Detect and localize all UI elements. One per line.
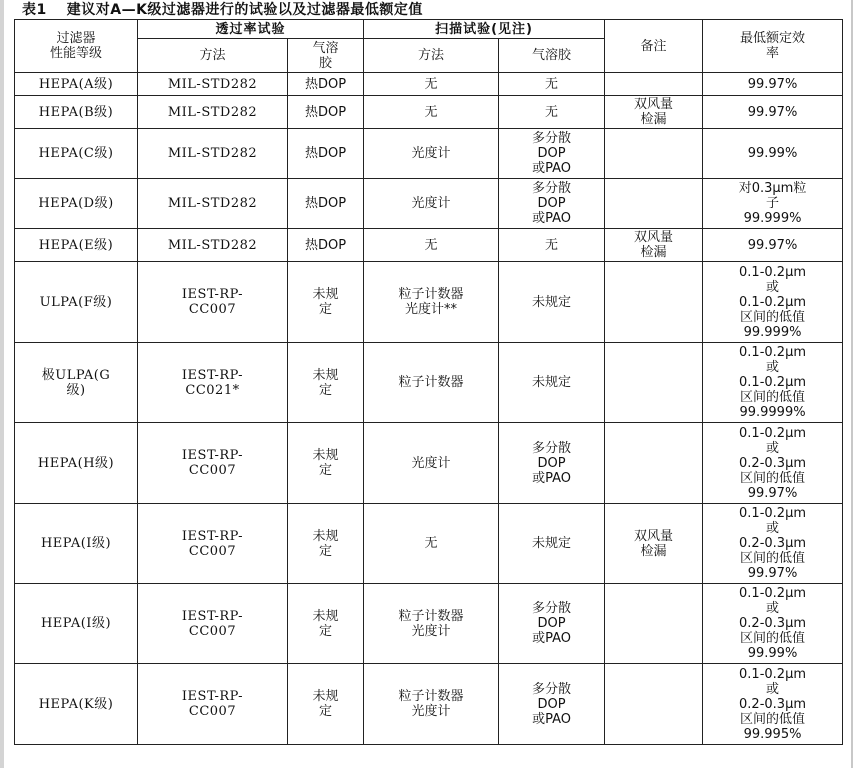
- cell-min-efficiency: [703, 664, 843, 745]
- table-row: [15, 664, 843, 745]
- cell-penetration-method-line: CC007: [188, 704, 237, 719]
- cell-scan-method: [364, 584, 499, 664]
- cell-penetration-method-line: CC007: [188, 302, 237, 317]
- cell-scan-method-line: 粒子计数器: [398, 608, 464, 624]
- cell-min-efficiency-line: 区间的低值: [740, 309, 806, 325]
- cell-penetration-method: [138, 179, 288, 229]
- cell-scan-aerosol-line: 多分散: [532, 440, 572, 456]
- cell-remarks: [605, 179, 703, 229]
- cell-min-efficiency-line: 99.97%: [747, 237, 798, 253]
- cell-grade-line: ULPA(F级): [39, 294, 113, 310]
- table-row: [15, 129, 843, 179]
- cell-scan-method-line: 光度计**: [405, 302, 458, 317]
- cell-penetration-method: [138, 262, 288, 343]
- header-grade-line: 过滤器: [56, 31, 96, 46]
- cell-min-efficiency-line: 区间的低值: [740, 390, 806, 405]
- cell-penetration-method: [138, 129, 288, 179]
- page-edge-right: [851, 0, 853, 768]
- cell-grade: [15, 343, 138, 423]
- cell-penetration-method-line: IEST-RP-: [181, 287, 244, 302]
- cell-scan-aerosol: [499, 423, 605, 504]
- cell-min-efficiency-line: 子: [766, 196, 780, 211]
- cell-penetration-aerosol: [288, 73, 364, 96]
- cell-min-efficiency: [703, 229, 843, 262]
- cell-remarks-line: 双风量: [634, 528, 674, 544]
- cell-scan-method-line: 粒子计数器: [398, 375, 464, 390]
- cell-scan-aerosol-line: 或PAO: [532, 211, 571, 226]
- cell-penetration-method: [138, 423, 288, 504]
- cell-penetration-aerosol-line: 热DOP: [304, 237, 347, 253]
- cell-penetration-aerosol-line: 定: [319, 463, 333, 478]
- cell-penetration-aerosol-line: 未规: [312, 528, 339, 544]
- cell-penetration-method-line: IEST-RP-: [181, 448, 244, 463]
- cell-scan-aerosol-line: 多分散: [532, 681, 572, 697]
- cell-grade: [15, 664, 138, 745]
- cell-remarks-line: 检漏: [640, 112, 667, 127]
- table-caption: [22, 1, 423, 19]
- cell-penetration-aerosol-line: 定: [319, 382, 333, 398]
- cell-min-efficiency-line: 区间的低值: [740, 470, 806, 486]
- cell-scan-method-line: 光度计: [411, 196, 451, 211]
- cell-scan-aerosol-line: 或PAO: [532, 470, 571, 486]
- cell-min-efficiency: [703, 262, 843, 343]
- cell-min-efficiency-line: 99.97%: [747, 76, 798, 92]
- table-number: 表1: [22, 2, 47, 18]
- cell-remarks: [605, 343, 703, 423]
- header-pen-aerosol-line: 气溶: [312, 40, 339, 56]
- table-row: [15, 96, 843, 129]
- cell-scan-method: [364, 179, 499, 229]
- cell-min-efficiency-line: 99.97%: [747, 104, 798, 120]
- cell-remarks: [605, 262, 703, 343]
- cell-scan-aerosol: [499, 343, 605, 423]
- cell-grade: [15, 73, 138, 96]
- cell-penetration-method: [138, 73, 288, 96]
- cell-remarks: [605, 129, 703, 179]
- cell-penetration-aerosol-line: 定: [319, 704, 333, 719]
- cell-min-efficiency: [703, 423, 843, 504]
- cell-min-efficiency-line: 0.1-0.2μm: [739, 666, 807, 682]
- cell-grade-line: HEPA(B级): [38, 104, 114, 120]
- cell-scan-method-line: 光度计: [411, 146, 451, 161]
- cell-min-efficiency-line: 或: [766, 521, 780, 536]
- cell-remarks-line: 双风量: [634, 97, 674, 112]
- cell-min-efficiency-line: 99.9999%: [739, 405, 806, 420]
- header-remarks: 备注: [605, 20, 703, 73]
- cell-penetration-method-line: IEST-RP-: [181, 367, 244, 383]
- cell-scan-aerosol: [499, 96, 605, 129]
- cell-min-efficiency: [703, 73, 843, 96]
- cell-scan-method: [364, 96, 499, 129]
- cell-min-efficiency: [703, 343, 843, 423]
- cell-penetration-aerosol: [288, 343, 364, 423]
- cell-remarks: [605, 73, 703, 96]
- cell-penetration-aerosol-line: 热DOP: [304, 196, 347, 211]
- cell-penetration-method-line: MIL-STD282: [167, 104, 258, 120]
- cell-grade-line: HEPA(K级): [38, 696, 114, 712]
- cell-scan-method: [364, 129, 499, 179]
- header-row-groups: [15, 20, 843, 39]
- cell-grade: [15, 129, 138, 179]
- cell-min-efficiency-line: 0.2-0.3μm: [739, 696, 807, 712]
- cell-penetration-aerosol-line: 定: [319, 623, 333, 639]
- cell-penetration-aerosol: [288, 229, 364, 262]
- cell-min-efficiency-line: 99.999%: [743, 324, 802, 340]
- cell-min-efficiency-line: 99.995%: [743, 726, 802, 742]
- cell-scan-aerosol-line: DOP: [537, 696, 566, 712]
- cell-scan-aerosol-line: 或PAO: [532, 161, 571, 176]
- cell-min-efficiency-line: 区间的低值: [740, 711, 806, 727]
- cell-grade: [15, 584, 138, 664]
- cell-grade-line: HEPA(C级): [38, 146, 114, 161]
- cell-penetration-aerosol-line: 未规: [312, 608, 339, 624]
- cell-min-efficiency-line: 0.1-0.2μm: [739, 506, 807, 521]
- cell-scan-aerosol: [499, 179, 605, 229]
- header-grade: [15, 20, 138, 73]
- table-row: [15, 584, 843, 664]
- cell-scan-method-line: 粒子计数器: [398, 689, 464, 704]
- cell-scan-aerosol-line: DOP: [537, 146, 566, 161]
- cell-penetration-method-line: IEST-RP-: [181, 689, 244, 704]
- cell-remarks: [605, 504, 703, 584]
- cell-scan-method: [364, 664, 499, 745]
- filter-test-table: [14, 19, 843, 745]
- cell-penetration-method-line: CC007: [188, 463, 237, 478]
- cell-min-efficiency-line: 或: [766, 681, 780, 697]
- cell-grade: [15, 96, 138, 129]
- cell-min-efficiency: [703, 504, 843, 584]
- header-min-efficiency-line: 率: [766, 46, 780, 61]
- cell-penetration-aerosol: [288, 584, 364, 664]
- table-row: [15, 423, 843, 504]
- cell-min-efficiency-line: 或: [766, 360, 780, 375]
- cell-scan-aerosol: [499, 504, 605, 584]
- cell-grade: [15, 229, 138, 262]
- cell-scan-method-line: 光度计: [411, 623, 451, 639]
- cell-scan-aerosol-line: 多分散: [532, 131, 572, 146]
- cell-penetration-aerosol-line: 定: [319, 543, 333, 559]
- cell-min-efficiency-line: 或: [766, 279, 780, 295]
- cell-penetration-method-line: CC007: [188, 543, 237, 559]
- table-row: [15, 229, 843, 262]
- cell-min-efficiency-line: 0.1-0.2μm: [739, 425, 807, 441]
- cell-penetration-aerosol: [288, 664, 364, 745]
- cell-scan-aerosol-line: DOP: [537, 455, 566, 471]
- cell-scan-method-line: 无: [424, 76, 438, 92]
- cell-scan-aerosol: [499, 584, 605, 664]
- cell-scan-aerosol-line: 未规定: [532, 536, 572, 551]
- cell-min-efficiency-line: 99.97%: [747, 485, 798, 501]
- table-row: [15, 343, 843, 423]
- cell-scan-aerosol: [499, 229, 605, 262]
- table-row: [15, 179, 843, 229]
- cell-scan-method: [364, 343, 499, 423]
- cell-min-efficiency-line: 0.2-0.3μm: [739, 455, 807, 471]
- cell-penetration-aerosol: [288, 179, 364, 229]
- cell-scan-method: [364, 229, 499, 262]
- cell-grade-line: HEPA(D级): [38, 196, 114, 211]
- cell-remarks-line: 双风量: [634, 230, 674, 245]
- table-row: [15, 73, 843, 96]
- cell-min-efficiency-line: 0.2-0.3μm: [739, 536, 807, 551]
- cell-min-efficiency-line: 对0.3μm粒: [738, 181, 807, 196]
- cell-min-efficiency-line: 区间的低值: [740, 551, 806, 566]
- cell-grade-line: HEPA(A级): [38, 76, 114, 92]
- cell-min-efficiency-line: 0.1-0.2μm: [739, 345, 807, 360]
- header-min-efficiency: [703, 20, 843, 73]
- cell-scan-aerosol-line: DOP: [537, 616, 566, 631]
- cell-min-efficiency-line: 或: [766, 440, 780, 456]
- cell-penetration-method: [138, 96, 288, 129]
- cell-penetration-method: [138, 584, 288, 664]
- cell-min-efficiency-line: 0.1-0.2μm: [739, 294, 807, 310]
- cell-penetration-aerosol: [288, 423, 364, 504]
- cell-min-efficiency-line: 0.1-0.2μm: [739, 264, 807, 280]
- cell-remarks: [605, 96, 703, 129]
- cell-scan-aerosol-line: DOP: [537, 196, 566, 211]
- page-edge-left: [0, 0, 4, 768]
- cell-remarks: [605, 664, 703, 745]
- header-scan-aerosol: 气溶胶: [499, 39, 605, 73]
- cell-scan-method-line: 光度计: [411, 704, 451, 719]
- cell-grade: [15, 262, 138, 343]
- cell-grade: [15, 504, 138, 584]
- cell-scan-aerosol-line: 多分散: [532, 601, 572, 616]
- cell-penetration-method: [138, 664, 288, 745]
- cell-penetration-aerosol: [288, 262, 364, 343]
- cell-penetration-aerosol: [288, 504, 364, 584]
- cell-min-efficiency: [703, 129, 843, 179]
- cell-scan-aerosol-line: 多分散: [532, 181, 572, 196]
- cell-penetration-method-line: CC007: [188, 623, 237, 639]
- header-min-efficiency-line: 最低额定效: [740, 31, 806, 46]
- cell-penetration-aerosol-line: 热DOP: [304, 76, 347, 92]
- cell-min-efficiency-line: 99.99%: [747, 646, 798, 661]
- cell-penetration-method-line: MIL-STD282: [167, 146, 258, 161]
- cell-penetration-aerosol: [288, 129, 364, 179]
- cell-min-efficiency-line: 0.1-0.2μm: [739, 375, 807, 390]
- cell-scan-aerosol-line: 无: [545, 237, 559, 253]
- cell-grade-line: 极ULPA(G: [41, 367, 111, 383]
- cell-remarks: [605, 423, 703, 504]
- cell-grade-line: HEPA(I级): [40, 536, 112, 551]
- cell-penetration-method: [138, 504, 288, 584]
- cell-min-efficiency-line: 99.97%: [747, 566, 798, 581]
- table-title: 建议对A—K级过滤器进行的试验以及过滤器最低额定值: [66, 2, 423, 18]
- header-penetration-group: 透过率试验: [138, 20, 364, 39]
- cell-scan-method-line: 无: [424, 104, 438, 120]
- cell-scan-method: [364, 504, 499, 584]
- cell-penetration-method: [138, 343, 288, 423]
- cell-penetration-method-line: MIL-STD282: [167, 237, 258, 253]
- cell-grade-line: HEPA(H级): [37, 455, 115, 471]
- header-pen-aerosol-line: 胶: [319, 55, 333, 71]
- cell-penetration-aerosol-line: 定: [319, 302, 333, 317]
- cell-scan-method-line: 粒子计数器: [398, 287, 464, 302]
- cell-penetration-aerosol-line: 热DOP: [304, 104, 347, 120]
- header-pen-method: 方法: [138, 39, 288, 73]
- cell-remarks: [605, 584, 703, 664]
- header-pen-aerosol: [288, 39, 364, 73]
- cell-penetration-method-line: IEST-RP-: [181, 608, 244, 624]
- cell-scan-aerosol: [499, 262, 605, 343]
- cell-scan-method-line: 无: [424, 237, 438, 253]
- cell-scan-method-line: 无: [424, 536, 438, 551]
- cell-penetration-method-line: MIL-STD282: [167, 76, 258, 92]
- cell-remarks-line: 检漏: [640, 245, 667, 260]
- cell-min-efficiency-line: 0.1-0.2μm: [739, 586, 807, 601]
- header-grade-line: 性能等级: [49, 46, 102, 61]
- cell-scan-method: [364, 262, 499, 343]
- cell-scan-aerosol: [499, 129, 605, 179]
- cell-scan-aerosol-line: 无: [545, 76, 559, 92]
- table-body: [15, 73, 843, 745]
- cell-scan-method-line: 光度计: [411, 455, 451, 471]
- cell-min-efficiency: [703, 584, 843, 664]
- cell-min-efficiency: [703, 96, 843, 129]
- cell-penetration-method-line: IEST-RP-: [181, 528, 244, 544]
- cell-grade-line: HEPA(E级): [38, 237, 114, 253]
- cell-min-efficiency-line: 99.999%: [743, 211, 802, 226]
- cell-min-efficiency-line: 99.99%: [747, 146, 798, 161]
- cell-remarks: [605, 229, 703, 262]
- cell-grade-line: 级): [66, 382, 86, 398]
- cell-scan-aerosol: [499, 664, 605, 745]
- cell-penetration-aerosol-line: 未规: [312, 367, 339, 383]
- cell-scan-aerosol-line: 或PAO: [532, 711, 571, 727]
- table-row: [15, 504, 843, 584]
- cell-penetration-aerosol-line: 未规: [312, 287, 339, 302]
- cell-min-efficiency-line: 0.2-0.3μm: [739, 616, 807, 631]
- cell-scan-aerosol-line: 无: [545, 104, 559, 120]
- cell-scan-aerosol-line: 未规定: [532, 294, 572, 310]
- cell-scan-method: [364, 73, 499, 96]
- table-row: [15, 262, 843, 343]
- cell-penetration-aerosol-line: 未规: [312, 689, 339, 704]
- header-scan-method: 方法: [364, 39, 499, 73]
- cell-scan-aerosol: [499, 73, 605, 96]
- cell-penetration-aerosol: [288, 96, 364, 129]
- cell-scan-aerosol-line: 未规定: [532, 375, 572, 390]
- cell-penetration-aerosol-line: 未规: [312, 448, 339, 463]
- cell-grade: [15, 423, 138, 504]
- cell-penetration-method-line: CC021*: [185, 382, 240, 398]
- cell-min-efficiency-line: 区间的低值: [740, 631, 806, 646]
- cell-remarks-line: 检漏: [640, 543, 667, 559]
- cell-min-efficiency-line: 或: [766, 601, 780, 616]
- cell-penetration-aerosol-line: 热DOP: [304, 146, 347, 161]
- cell-min-efficiency: [703, 179, 843, 229]
- cell-penetration-method-line: MIL-STD282: [167, 196, 258, 211]
- cell-penetration-method: [138, 229, 288, 262]
- cell-grade-line: HEPA(I级): [40, 616, 112, 631]
- cell-scan-aerosol-line: 或PAO: [532, 631, 571, 646]
- cell-grade: [15, 179, 138, 229]
- header-scan-group: 扫描试验(见注): [364, 20, 605, 39]
- cell-scan-method: [364, 423, 499, 504]
